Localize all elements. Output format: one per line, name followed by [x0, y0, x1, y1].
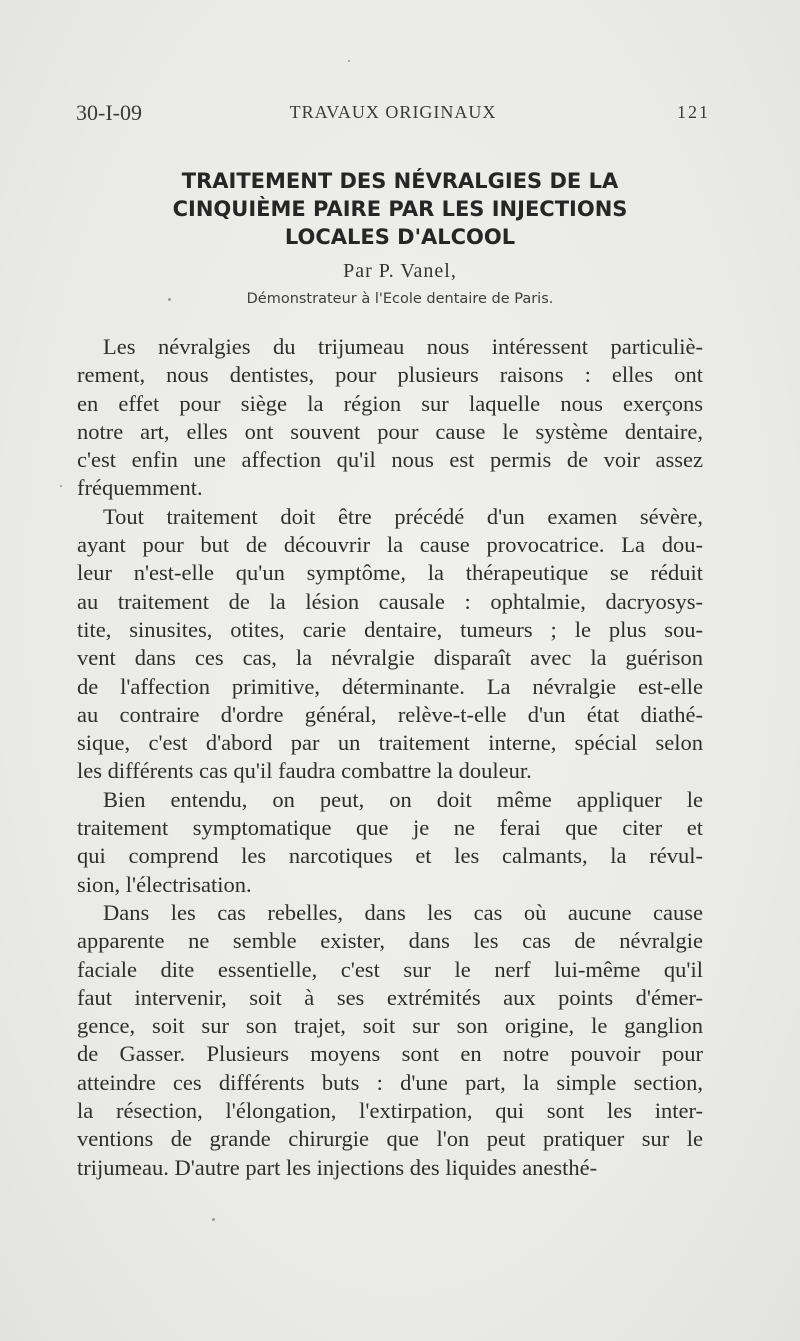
text-line: Tout traitement doit être précédé d'un examen sévère,	[103, 503, 703, 529]
text-line: les différents cas qu'il faudra combattre la douleur.	[77, 758, 532, 784]
paragraph	[77, 503, 703, 786]
text-line: atteindre ces différents buts : d'une part, la simple section,	[77, 1069, 703, 1095]
text-line: en effet pour siège la région sur laquelle nous exerçons	[77, 390, 703, 416]
article-title	[90, 167, 710, 251]
title-line: LOCALES D'ALCOOL	[284, 225, 516, 249]
text-line: Dans les cas rebelles, dans les cas où aucune cause	[103, 899, 703, 925]
text-line: fréquemment.	[77, 475, 203, 501]
text-line: Les névralgies du trijumeau nous intéressent particuliè-	[103, 334, 703, 359]
paragraph	[77, 786, 703, 899]
title-line: TRAITEMENT DES NÉVRALGIES DE LA	[181, 169, 619, 193]
paragraph	[77, 899, 703, 1182]
header-date: 30-I-09	[76, 100, 142, 125]
text-line: faciale dite essentielle, c'est sur le nerf lui-même qu'il	[77, 956, 703, 982]
text-line: trijumeau. D'autre part les injections des liquides anesthé-	[77, 1154, 598, 1180]
text-line: qui comprend les narcotiques et les calmants, la révul-	[77, 843, 703, 869]
text-line: de Gasser. Plusieurs moyens sont en notre pouvoir pour	[77, 1041, 703, 1067]
running-head	[76, 100, 710, 130]
text-line: rement, nous dentistes, pour plusieurs raisons : elles ont	[77, 362, 703, 388]
article-body	[77, 333, 703, 1182]
text-line: apparente ne semble exister, dans les cas de névralgie	[77, 928, 703, 954]
text-line: leur n'est-elle qu'un symptôme, la thérapeutique se réduit	[77, 560, 703, 586]
text-line: sique, c'est d'abord par un traitement interne, spécial selon	[77, 730, 703, 756]
text-line: traitement symptomatique que je ne ferai que citer et	[77, 815, 703, 841]
text-line: faut intervenir, soit à ses extrémités aux points d'émer-	[77, 984, 703, 1010]
text-line: de l'affection primitive, déterminante. La névralgie est-elle	[77, 673, 703, 699]
page-number: 121	[677, 102, 710, 122]
paragraph	[77, 333, 703, 503]
title-line: CINQUIÈME PAIRE PAR LES INJECTIONS	[172, 197, 628, 221]
author-affiliation: Démonstrateur à l'Ecole dentaire de Paris.	[246, 291, 554, 307]
author-byline: Par P. Vanel,	[343, 260, 457, 282]
text-line: vent dans ces cas, la névralgie disparaît avec la guérison	[77, 645, 703, 671]
text-line: la résection, l'élongation, l'extirpation, qui sont les inter-	[77, 1098, 703, 1124]
text-line: au contraire d'ordre général, relève-t-elle d'un état diathé-	[77, 701, 703, 727]
text-line: tite, sinusites, otites, carie dentaire, tumeurs ; le plus sou-	[77, 616, 703, 642]
text-line: ayant pour but de découvrir la cause provocatrice. La dou-	[77, 532, 703, 558]
text-line: gence, soit sur son trajet, soit sur son origine, le ganglion	[77, 1013, 703, 1039]
text-line: notre art, elles ont souvent pour cause le système dentaire,	[77, 418, 703, 444]
text-line: sion, l'électrisation.	[77, 871, 252, 897]
text-line: c'est enfin une affection qu'il nous est permis de voir assez	[77, 447, 703, 473]
text-line: Bien entendu, on peut, on doit même appliquer le	[103, 786, 703, 812]
text-line: ventions de grande chirurgie que l'on peut pratiquer sur le	[77, 1126, 703, 1152]
header-section: TRAVAUX ORIGINAUX	[289, 102, 497, 122]
text-line: au traitement de la lésion causale : ophtalmie, dacryosys-	[77, 588, 703, 614]
